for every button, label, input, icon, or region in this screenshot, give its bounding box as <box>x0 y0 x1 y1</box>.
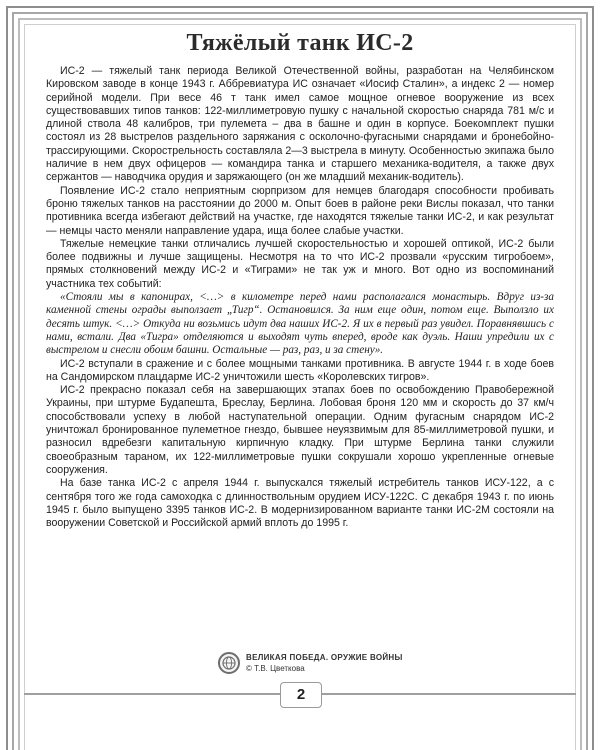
sphere-icon <box>222 656 236 670</box>
article-body <box>46 65 554 530</box>
series-title: ВЕЛИКАЯ ПОБЕДА. ОРУЖИЕ ВОЙНЫ <box>246 653 403 662</box>
page-number-rule-right <box>320 693 576 695</box>
page-number: 2 <box>280 682 322 708</box>
publisher-footer <box>218 652 418 678</box>
author-credit: © Т.В. Цветкова <box>246 664 305 673</box>
page-number-rule-left <box>24 693 280 695</box>
article <box>46 30 554 530</box>
paragraph-intro: ИС-2 — тяжелый танк периода Великой Отечественной войны, разработан на Челябинском Кировском заводе в конце 1943 г. Аббревиатура ИС означает «Иосиф Сталин», а индекс 2 — номер серийной модели. При весе 46 т танк имел самое мощное огневое вооружение из всех существовавших типов танков: 122-миллиметровую пушку с начальной скоростью снаряда 781 м/с и длиной ствола 48 калибров, три пулемета – два в башне и один в корпусе. Боекомплект пушки состоял из 28 выстрелов раздельного заряжания с осколочно-фугасными снарядами и бронебойно-трассирующими. Скорострельность составляла 2—3 выстрела в минуту. Особенностью экипажа было наличие в нем двух офицеров — командира танка и старшего механика-водителя, а также двух сержантов — наводчика орудия и заряжающего (он же младший механик-водитель). <box>46 65 554 184</box>
paragraph-appearance: Появление ИС-2 стало неприятным сюрпризом для немцев благодаря способности пробивать броню тяжелых танков на расстоянии до 2000 м. Опыт боев в районе реки Вислы показал, что танки противника всегда избегают действий на участке, где находятся тяжелые танки ИС-2, и как результат — немцы часто меняли направление удара, ища более слабые участки. <box>46 184 554 237</box>
paragraph-king-tigers: ИС-2 вступали в сражение и с более мощными танками противника. В августе 1944 г. в ходе боев на Сандомирском плацдарме ИС-2 уничтожили шесть «Королевских тигров». <box>46 357 554 383</box>
paragraph-quote: «Стояли мы в капонирах, <…> в километре перед нами располагался монастырь. Вдруг из-за каменной стены ограды выползает „Тигр“. Остановился. За ним еще один, потом еще. Выползло их десять штук. <…> Откуда ни возьмись идут два наших ИС-2. Я их в первый раз увидел. Поравнявшись с нами, встали. Два «Тигра» отделяются и выходят чуть вперед, вроде как дуэль. Наши упредили их с выстрелом и снесли обоим башни. Остальные — раз, раз, и за стену». <box>46 291 554 357</box>
paragraph-variants: На базе танка ИС-2 с апреля 1944 г. выпускался тяжелый истребитель танков ИСУ-122, а с сентября того же года самоходка с длинноствольным орудием ИСУ-122С. С декабря 1943 г. по июнь 1945 г. было выпущено 3395 танков ИС-2. В модернизированном варианте танки ИС-2М состояли на вооружении Советской и Российской армий вплоть до 1995 г. <box>46 477 554 530</box>
publisher-logo-icon <box>218 652 240 674</box>
paragraph-comparison: Тяжелые немецкие танки отличались лучшей скоростельностью и хорошей оптикой, ИС-2 были более подвижны и лучше защищены. Несмотря на то что ИС-2 прозвали «русским тигробоем», прямых столкновений между ИС-2 и «Тиграми» не так уж и много. Вот одно из воспоминаний участника тех событий: <box>46 237 554 290</box>
page-title: Тяжёлый танк ИС-2 <box>186 30 414 56</box>
paragraph-campaigns: ИС-2 прекрасно показал себя на завершающих этапах боев по освобождению Правобережной Украины, при штурме Будапешта, Бреслау, Берлина. Лобовая броня 120 мм и скорость до 37 км/ч способствовали успеху в любой наступательной операции. Одним фугасным снарядом ИС-2 уничтожал бронированное пулеметное гнездо, бывшее неуязвимым для 85-миллиметровой пушки, и разносил вдребезги капитальную кирпичную кладку. При штурме Берлина танки служили своеобразным тараном, их 122-миллиметровые пушки сокрушали хорошо укрепленные огневые сооружения. <box>46 384 554 476</box>
